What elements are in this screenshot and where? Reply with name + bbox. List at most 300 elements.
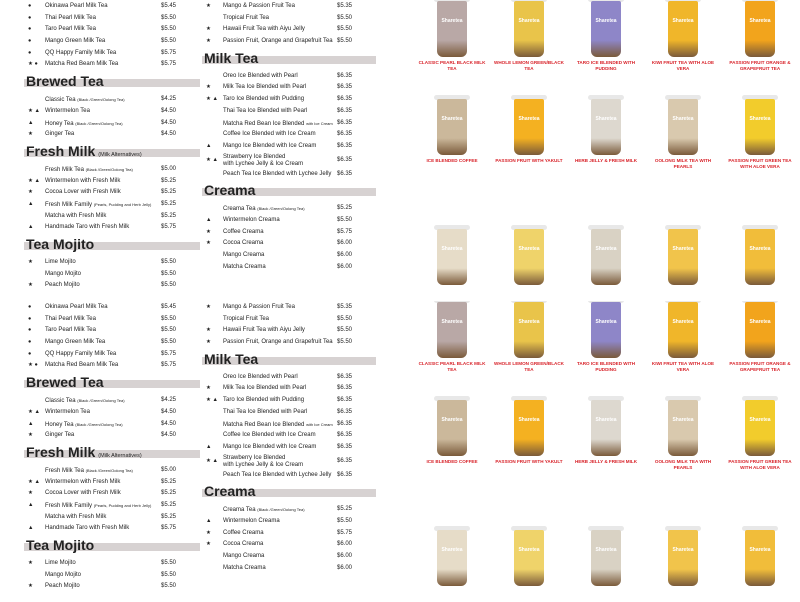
menu-item <box>24 581 200 593</box>
item-markers-icon: ★ <box>206 529 211 536</box>
item-note: (Pearls, Pudding and Herb Jelly) <box>93 502 152 508</box>
brand-logo: Sharetea <box>749 417 771 423</box>
product-card <box>569 94 643 164</box>
item-name-text: Classic Tea <box>45 97 76 104</box>
drink-cup-image <box>433 301 471 359</box>
item-price: $5.50 <box>160 315 176 322</box>
cup-body <box>591 229 621 285</box>
item-markers-icon: ★ ▲ <box>28 107 40 114</box>
item-price: $4.50 <box>160 119 176 126</box>
menu-item <box>24 36 200 48</box>
item-price: $5.25 <box>160 212 176 219</box>
brand-logo: Sharetea <box>595 319 617 325</box>
section-title-text: Creama <box>204 483 256 500</box>
product-card <box>646 301 720 372</box>
item-markers-icon: ● <box>28 3 32 9</box>
item-name-text: Lime Mojito <box>45 560 76 566</box>
drink-cup-image <box>664 224 702 286</box>
menu-item <box>24 523 200 535</box>
drink-cup-image <box>587 0 625 58</box>
brand-logo: Sharetea <box>441 319 463 325</box>
item-name <box>45 325 96 337</box>
item-markers-icon: ★ <box>28 583 33 590</box>
item-name-text: Coffee Creama <box>223 228 264 235</box>
menu-item <box>202 36 376 48</box>
item-price: $6.35 <box>336 420 352 427</box>
drink-cup-image <box>510 395 548 457</box>
item-name <box>223 325 305 337</box>
brand-logo: Sharetea <box>441 18 463 24</box>
cup-body <box>668 1 698 57</box>
item-price: $5.50 <box>160 560 176 566</box>
menu-item <box>202 516 376 528</box>
menu-item <box>24 269 200 281</box>
product-card <box>646 0 720 71</box>
item-name-text: Thai Pearl Milk Tea <box>45 14 96 21</box>
item-name-text: Peach Mojito <box>45 583 80 590</box>
section-heading <box>202 181 376 201</box>
item-name <box>223 227 264 239</box>
menu-item <box>24 1 200 13</box>
drink-cup-image <box>510 224 548 286</box>
item-name <box>45 187 121 199</box>
item-price: $4.50 <box>160 107 176 114</box>
menu-item <box>202 504 376 516</box>
cup-body <box>745 229 775 285</box>
item-name-text: Okinawa Pearl Milk Tea <box>45 304 108 310</box>
item-name-text: Mango Mojito <box>45 571 82 578</box>
item-name-text: Coffee Ice Blended with Ice Cream <box>223 432 316 439</box>
brand-logo: Sharetea <box>672 547 694 553</box>
item-price: $6.35 <box>336 385 352 392</box>
menu-item <box>24 106 200 118</box>
brand-logo: Sharetea <box>518 547 540 553</box>
item-price: $5.50 <box>160 26 176 33</box>
drink-cup-image <box>587 395 625 457</box>
item-price: $4.25 <box>160 96 176 103</box>
cup-body <box>591 400 621 456</box>
product-card <box>723 301 797 372</box>
menu-column-middle-repeat <box>202 302 376 574</box>
cup-body <box>591 302 621 358</box>
menu-column-middle <box>202 1 376 273</box>
item-name-text: Mango & Passion Fruit Tea <box>223 3 295 9</box>
product-card <box>569 395 643 465</box>
menu-item <box>24 570 200 582</box>
item-name-text: Handmade Taro with Fresh Milk <box>45 525 130 532</box>
brand-logo: Sharetea <box>672 18 694 24</box>
item-name <box>45 211 106 223</box>
item-name <box>45 477 120 489</box>
section-title-text: Milk Tea <box>204 49 259 66</box>
product-card <box>723 395 797 470</box>
menu-item <box>202 563 376 575</box>
menu-item <box>24 360 200 372</box>
product-card <box>646 395 720 470</box>
drink-cup-image <box>587 94 625 156</box>
item-price: $5.75 <box>336 529 352 536</box>
item-name <box>223 36 333 48</box>
product-card <box>415 0 489 71</box>
item-name-text: Peach Tea Ice Blended with Lychee Jelly <box>223 471 332 478</box>
product-caption: ICE BLENDED COFFEE <box>426 158 478 163</box>
menu-item <box>202 325 376 337</box>
section-heading <box>24 235 200 255</box>
item-price: $5.45 <box>160 3 176 9</box>
item-name-text: Matcha Red Beam Milk Tea <box>45 362 119 369</box>
item-price: $5.75 <box>336 228 352 235</box>
item-name-text: Taro Pearl Milk Tea <box>45 26 96 33</box>
brand-logo: Sharetea <box>749 319 771 325</box>
section-title <box>204 50 258 66</box>
drink-cup-image <box>741 0 779 58</box>
menu-item <box>202 470 376 482</box>
item-markers-icon: ● <box>28 327 32 334</box>
brand-logo: Sharetea <box>595 547 617 553</box>
item-price: $6.00 <box>336 564 352 571</box>
item-markers-icon: ▲ <box>28 501 34 508</box>
menu-item <box>24 24 200 36</box>
section-heading <box>24 142 200 162</box>
item-price: $4.50 <box>160 408 176 415</box>
cup-body <box>591 1 621 57</box>
item-markers-icon: ▲ <box>28 224 34 231</box>
item-price: $4.50 <box>160 432 176 439</box>
item-name-text: Cocoa Lover with Fresh Milk <box>45 490 121 497</box>
drink-cup-image <box>741 224 779 286</box>
item-name-text: Oreo Ice Blended with Pearl <box>223 373 298 380</box>
menu-item <box>202 1 376 13</box>
item-markers-icon: ★ ● <box>28 362 38 369</box>
section-subtitle: (Milk Alternatives) <box>98 151 142 158</box>
menu-item <box>24 129 200 141</box>
cup-body <box>514 302 544 358</box>
section-heading <box>202 350 376 370</box>
product-card <box>415 395 489 465</box>
item-note: (Black /Green/Oolong Tea) <box>77 398 125 404</box>
section-title-text: Milk Tea <box>204 350 259 367</box>
menu-item <box>202 430 376 442</box>
menu-item <box>24 302 200 314</box>
item-price: $5.35 <box>336 3 352 9</box>
item-price: $5.50 <box>160 38 176 45</box>
item-markers-icon: ● <box>28 49 32 56</box>
item-name-text: Thai Tea Ice Blended with Pearl <box>223 408 308 415</box>
menu-item <box>202 169 376 181</box>
drink-cup-image <box>741 94 779 156</box>
drink-cup-image <box>433 94 471 156</box>
item-note: (Black /Green/Oolong Tea) <box>257 206 305 212</box>
product-card <box>569 0 643 71</box>
item-name <box>45 222 129 234</box>
drink-cup-image <box>587 525 625 587</box>
item-price: $6.35 <box>336 373 352 380</box>
product-caption: HERB JELLY & FRESH MILK <box>574 158 638 163</box>
drink-cup-image <box>741 301 779 359</box>
item-name-text: Wintermelon Creama <box>223 517 280 524</box>
item-price: $6.35 <box>336 443 352 450</box>
item-markers-icon: ★ ▲ <box>206 96 218 103</box>
item-name <box>45 48 116 60</box>
product-caption: KIWI FRUIT TEA WITH ALOE VERA <box>651 361 715 372</box>
product-caption: PASSION FRUIT GREEN TEA WITH ALOE VERA <box>728 459 792 470</box>
brand-logo: Sharetea <box>749 116 771 122</box>
product-caption: TARO ICE BLENDED WITH PUDDING <box>576 60 636 71</box>
item-markers-icon: ★ ▲ <box>206 397 218 404</box>
item-name-text: Creama Tea <box>223 507 256 514</box>
item-name <box>45 512 106 524</box>
item-name-text: Matcha Creama <box>223 564 266 571</box>
product-caption: KIWI FRUIT TEA WITH ALOE VERA <box>651 60 715 71</box>
menu-item <box>202 539 376 551</box>
item-markers-icon: ★ <box>206 228 211 235</box>
item-name-text: Okinawa Pearl Milk Tea <box>45 3 108 9</box>
menu-item <box>202 13 376 25</box>
product-caption: ICE BLENDED COFFEE <box>426 459 478 464</box>
item-price: $5.25 <box>336 506 352 513</box>
item-name <box>223 13 269 25</box>
item-markers-icon: ★ <box>206 240 211 247</box>
item-price: $5.50 <box>160 259 176 265</box>
item-name-text: Thai Tea Ice Blended with Pearl <box>223 107 308 114</box>
item-name <box>223 82 306 94</box>
product-gallery-repeat <box>415 301 800 602</box>
item-name-text: Wintermelon with Fresh Milk <box>45 177 121 184</box>
brand-logo: Sharetea <box>749 547 771 553</box>
menu-item <box>24 430 200 442</box>
section-title <box>26 73 104 89</box>
item-price: $5.50 <box>336 26 352 33</box>
item-price: $5.25 <box>160 200 176 207</box>
item-markers-icon: ● <box>28 315 32 322</box>
item-markers-icon: ★ <box>206 327 211 334</box>
cup-body <box>514 400 544 456</box>
item-price: $5.50 <box>160 14 176 21</box>
item-markers-icon: ▲ <box>206 443 212 450</box>
menu-item <box>202 238 376 250</box>
item-name <box>223 407 307 419</box>
item-name-text: Fresh Milk Tea <box>45 166 84 173</box>
brand-logo: Sharetea <box>672 319 694 325</box>
menu-item <box>202 24 376 36</box>
menu-item <box>202 215 376 227</box>
product-caption: PASSION FRUIT WITH YAKULT <box>495 459 563 464</box>
menu-item <box>202 383 376 395</box>
cup-body <box>668 99 698 155</box>
item-price: $5.00 <box>160 165 176 172</box>
drink-cup-image <box>587 224 625 286</box>
item-price: $5.50 <box>160 270 176 277</box>
item-name-text: Lime Mojito <box>45 259 76 265</box>
item-name <box>45 523 129 535</box>
menu-item <box>24 199 200 211</box>
item-name-text: Matcha Red Bean Ice Blended <box>223 120 305 127</box>
item-markers-icon: ★ ▲ <box>28 478 40 485</box>
item-name <box>223 314 269 326</box>
brand-logo: Sharetea <box>518 417 540 423</box>
item-note: (Black /Green/Oolong Tea) <box>77 97 125 103</box>
item-price: $5.50 <box>160 327 176 334</box>
item-name-text: Hawaii Fruit Tea with Aiyu Jelly <box>223 26 305 33</box>
item-name-text: Passion Fruit, Orange and Grapefruit Tea <box>223 339 333 346</box>
section-title <box>204 483 255 499</box>
menu-item <box>24 407 200 419</box>
item-price: $5.75 <box>160 362 176 369</box>
item-name <box>45 106 90 118</box>
item-note: (Black /Green/Oolong Tea) <box>75 421 123 427</box>
item-name-text: Thai Pearl Milk Tea <box>45 315 96 322</box>
item-markers-icon: ● <box>28 350 32 357</box>
item-name-text: Mango Ice Blended with Ice Cream <box>223 443 317 450</box>
item-name-text: Coffee Creama <box>223 529 264 536</box>
brand-logo: Sharetea <box>518 18 540 24</box>
menu-item <box>24 164 200 176</box>
item-price: $5.75 <box>160 350 176 357</box>
product-card <box>415 525 489 587</box>
item-name-text: Mango Creama <box>223 553 265 559</box>
drink-cup-image <box>433 395 471 457</box>
item-name-text: Wintermelon Tea <box>45 107 90 114</box>
section-title <box>26 143 142 159</box>
item-name-text: Matcha Red Beam Milk Tea <box>45 61 119 68</box>
item-name <box>223 141 316 153</box>
brand-logo: Sharetea <box>518 116 540 122</box>
product-gallery <box>415 0 800 301</box>
item-markers-icon: ★ <box>206 84 211 91</box>
drink-cup-image <box>741 395 779 457</box>
section-heading <box>202 482 376 502</box>
item-note: (Black /Green/Oolong Tea) <box>75 120 123 126</box>
item-name <box>45 257 76 269</box>
menu-item <box>202 129 376 141</box>
brand-logo: Sharetea <box>441 246 463 252</box>
product-caption: OOLONG MILK TEA WITH PEARLS <box>654 158 712 169</box>
menu-column-left-repeat <box>24 302 200 593</box>
item-price: $5.50 <box>336 517 352 524</box>
item-note: (Black /Green/Oolong Tea) <box>85 166 133 172</box>
item-price: $5.75 <box>160 224 176 231</box>
product-caption: PASSION FRUIT WITH YAKULT <box>495 158 563 163</box>
drink-cup-image <box>510 94 548 156</box>
brand-logo: Sharetea <box>441 547 463 553</box>
product-card <box>492 0 566 71</box>
product-caption: TARO ICE BLENDED WITH PUDDING <box>576 361 636 372</box>
menu-item <box>202 551 376 563</box>
item-markers-icon: ★ ● <box>28 61 38 68</box>
item-name <box>45 280 80 292</box>
item-markers-icon: ★ <box>206 3 211 9</box>
item-markers-icon: ★ ▲ <box>206 457 218 464</box>
item-price: $5.50 <box>160 583 176 590</box>
item-price: $5.50 <box>336 315 352 322</box>
item-markers-icon: ★ ▲ <box>206 156 218 163</box>
drink-cup-image <box>433 0 471 58</box>
item-markers-icon: ★ ▲ <box>28 408 40 415</box>
item-price: $6.35 <box>336 432 352 439</box>
item-name <box>223 395 304 407</box>
item-markers-icon: ● <box>28 304 32 310</box>
drink-cup-image <box>510 525 548 587</box>
drink-cup-image <box>510 0 548 58</box>
item-name-text: Mango Ice Blended with Ice Cream <box>223 142 317 149</box>
brand-logo: Sharetea <box>672 417 694 423</box>
section-title-text: Brewed Tea <box>26 374 104 391</box>
item-name <box>223 470 331 482</box>
item-name-text: Mango Green Milk Tea <box>45 339 106 346</box>
item-price: $5.50 <box>160 571 176 578</box>
item-price: $6.35 <box>336 471 352 478</box>
item-name <box>45 349 116 361</box>
item-name-text: Creama Tea <box>223 206 256 213</box>
item-price: $6.35 <box>336 107 352 114</box>
item-markers-icon: ● <box>28 339 32 346</box>
menu-item <box>24 349 200 361</box>
item-price: $5.25 <box>160 189 176 196</box>
product-caption: OOLONG MILK TEA WITH PEARLS <box>654 459 712 470</box>
item-price: $6.35 <box>336 84 352 91</box>
product-caption: WHOLE LEMON GREEN/BLACK TEA <box>494 60 564 71</box>
cup-body <box>437 1 467 57</box>
item-markers-icon: ▲ <box>28 200 34 207</box>
menu-item <box>202 314 376 326</box>
item-name <box>45 302 108 314</box>
section-title <box>26 444 142 460</box>
item-markers-icon: ● <box>28 38 32 45</box>
item-price: $6.35 <box>336 142 352 149</box>
item-name <box>45 129 74 141</box>
cup-body <box>591 530 621 586</box>
item-markers-icon: ★ ▲ <box>28 177 40 184</box>
item-name <box>45 407 90 419</box>
menu-item <box>24 94 200 106</box>
drink-cup-image <box>664 94 702 156</box>
product-caption: PASSION FRUIT ORANGE & GRAPEFRUIT TEA <box>729 361 791 372</box>
item-price: $5.50 <box>336 14 352 21</box>
menu-item <box>202 82 376 94</box>
item-name-text: Mango & Passion Fruit Tea <box>223 304 295 310</box>
item-name-text: Ginger Tea <box>45 432 75 439</box>
item-name <box>223 238 263 250</box>
section-heading <box>24 536 200 556</box>
cup-body <box>514 99 544 155</box>
item-price: $6.35 <box>336 397 352 404</box>
item-name <box>223 215 280 227</box>
item-name <box>45 59 118 71</box>
cup-body <box>745 99 775 155</box>
item-markers-icon: ▲ <box>28 420 34 427</box>
item-name <box>223 71 298 83</box>
item-name-text: Wintermelon with Fresh Milk <box>45 478 121 485</box>
item-price: $5.50 <box>336 339 352 346</box>
section-subtitle: (Milk Alternatives) <box>98 452 142 459</box>
cup-body <box>514 1 544 57</box>
item-name <box>45 36 105 48</box>
menu-item <box>24 325 200 337</box>
product-card <box>646 525 720 587</box>
item-price: $6.35 <box>336 408 352 415</box>
section-title <box>26 374 104 390</box>
product-card <box>569 525 643 587</box>
brand-logo: Sharetea <box>595 417 617 423</box>
brand-logo: Sharetea <box>441 417 463 423</box>
item-name <box>223 551 264 563</box>
item-markers-icon: ● <box>28 14 32 21</box>
product-card <box>646 94 720 169</box>
item-name-text: Milk Tea Ice Blended with Pearl <box>223 84 307 91</box>
item-name-text: Honey Tea <box>45 120 74 127</box>
item-name-text: Taro Ice Blended with Pudding <box>223 397 305 404</box>
cup-body <box>745 530 775 586</box>
